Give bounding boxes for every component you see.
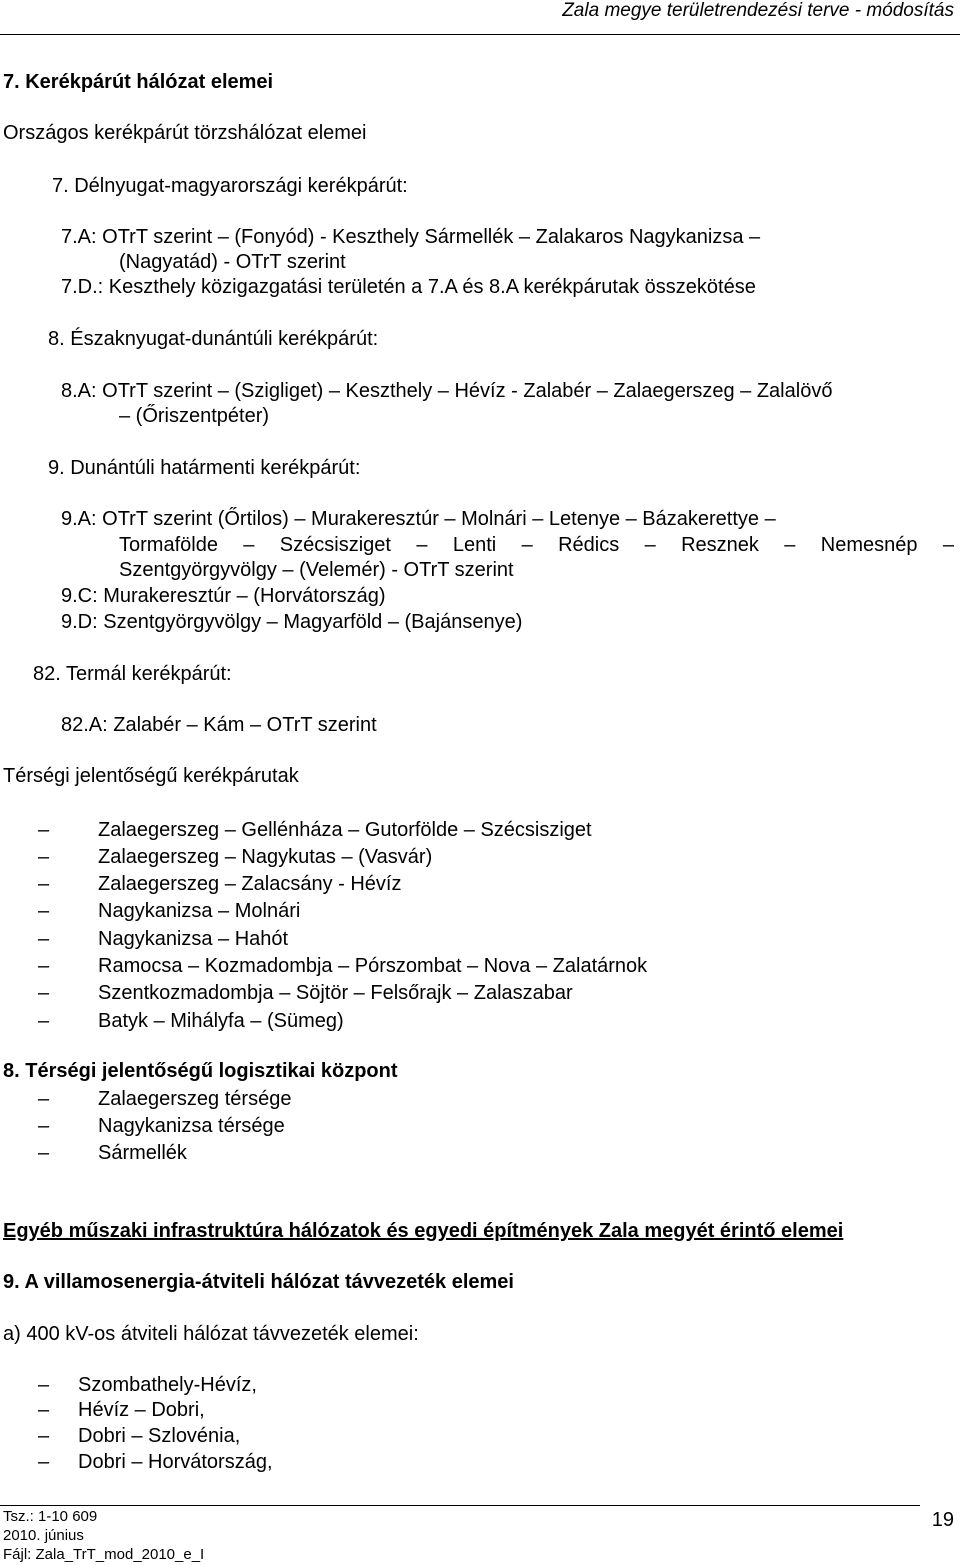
list-item: – Dobri – Horvátország, bbox=[38, 1451, 273, 1473]
document-header-title: Zala megye területrendezési terve - módosítás bbox=[562, 0, 954, 21]
regional-routes-heading: Térségi jelentőségű kerékpárutak bbox=[3, 765, 299, 787]
footer-tsz: Tsz.: 1-10 609 bbox=[3, 1508, 98, 1525]
route-7d: 7.D.: Keszthely közigazgatási területén a 7.A és 8.A kerékpárutak összekötése bbox=[61, 276, 756, 298]
list-item: – Zalaegerszeg – Zalacsány - Hévíz bbox=[38, 873, 402, 895]
other-infrastructure-heading: Egyéb műszaki infrastruktúra hálózatok és egyedi építmények Zala megyét érintő elemei bbox=[3, 1220, 844, 1242]
list-item: – Hévíz – Dobri, bbox=[38, 1399, 205, 1421]
list-item: – Zalaegerszeg – Gellénháza – Gutorfölde – Szécsisziget bbox=[38, 819, 592, 841]
footer-date: 2010. június bbox=[3, 1527, 84, 1544]
header-rule bbox=[0, 34, 960, 35]
route-9a-line3: Szentgyörgyvölgy – (Velemér) - OTrT szerint bbox=[119, 559, 514, 581]
route-82-title: 82. Termál kerékpárút: bbox=[33, 663, 232, 685]
route-9a-line2: Tormafölde – Szécsisziget – Lenti – Rédics – Resznek – Nemesnép – bbox=[119, 534, 954, 556]
route-7a-line1: 7.A: OTrT szerint – (Fonyód) - Keszthely Sármellék – Zalakaros Nagykanizsa – bbox=[61, 226, 761, 248]
route-82a: 82.A: Zalabér – Kám – OTrT szerint bbox=[61, 714, 377, 736]
route-9-title: 9. Dunántúli határmenti kerékpárút: bbox=[48, 457, 361, 479]
route-8a-line2: – (Őriszentpéter) bbox=[119, 405, 270, 427]
footer-file: Fájl: Zala_TrT_mod_2010_e_I bbox=[3, 1546, 205, 1563]
list-item: – Nagykanizsa – Molnári bbox=[38, 900, 301, 922]
section-9-subheading: a) 400 kV-os átviteli hálózat távvezeték elemei: bbox=[3, 1323, 419, 1345]
route-8a-line1: 8.A: OTrT szerint – (Szigliget) – Keszthely – Hévíz - Zalabér – Zalaegerszeg – Zalalövő bbox=[61, 380, 833, 402]
route-7-title: 7. Délnyugat-magyarországi kerékpárút: bbox=[52, 175, 408, 197]
section-7-heading: 7. Kerékpárút hálózat elemei bbox=[3, 71, 274, 93]
list-item: – Dobri – Szlovénia, bbox=[38, 1425, 241, 1447]
list-item: – Szombathely-Hévíz, bbox=[38, 1374, 257, 1396]
route-9d: 9.D: Szentgyörgyvölgy – Magyarföld – (Bajánsenye) bbox=[61, 611, 523, 633]
list-item: – Nagykanizsa térsége bbox=[38, 1115, 285, 1137]
list-item: – Zalaegerszeg térsége bbox=[38, 1088, 292, 1110]
route-7a-line2: (Nagyatád) - OTrT szerint bbox=[119, 251, 346, 273]
route-9a-line1: 9.A: OTrT szerint (Őrtilos) – Murakeresztúr – Molnári – Letenye – Bázakerettye – bbox=[61, 508, 776, 530]
list-item: – Batyk – Mihályfa – (Sümeg) bbox=[38, 1010, 344, 1032]
list-item: – Szentkozmadombja – Söjtör – Felsőrajk – Zalaszabar bbox=[38, 982, 573, 1004]
list-item: – Ramocsa – Kozmadombja – Pórszombat – Nova – Zalatárnok bbox=[38, 955, 648, 977]
list-item: – Sármellék bbox=[38, 1142, 187, 1164]
page-number: 19 bbox=[931, 1509, 954, 1531]
section-8-heading: 8. Térségi jelentőségű logisztikai központ bbox=[3, 1060, 398, 1082]
route-9c: 9.C: Murakeresztúr – (Horvátország) bbox=[61, 585, 386, 607]
section-9-heading: 9. A villamosenergia-átviteli hálózat távvezeték elemei bbox=[3, 1271, 514, 1293]
national-network-heading: Országos kerékpárút törzshálózat elemei bbox=[3, 122, 367, 144]
footer-rule bbox=[0, 1505, 920, 1506]
list-item: – Nagykanizsa – Hahót bbox=[38, 928, 289, 950]
route-8-title: 8. Északnyugat-dunántúli kerékpárút: bbox=[48, 328, 379, 350]
list-item: – Zalaegerszeg – Nagykutas – (Vasvár) bbox=[38, 846, 433, 868]
